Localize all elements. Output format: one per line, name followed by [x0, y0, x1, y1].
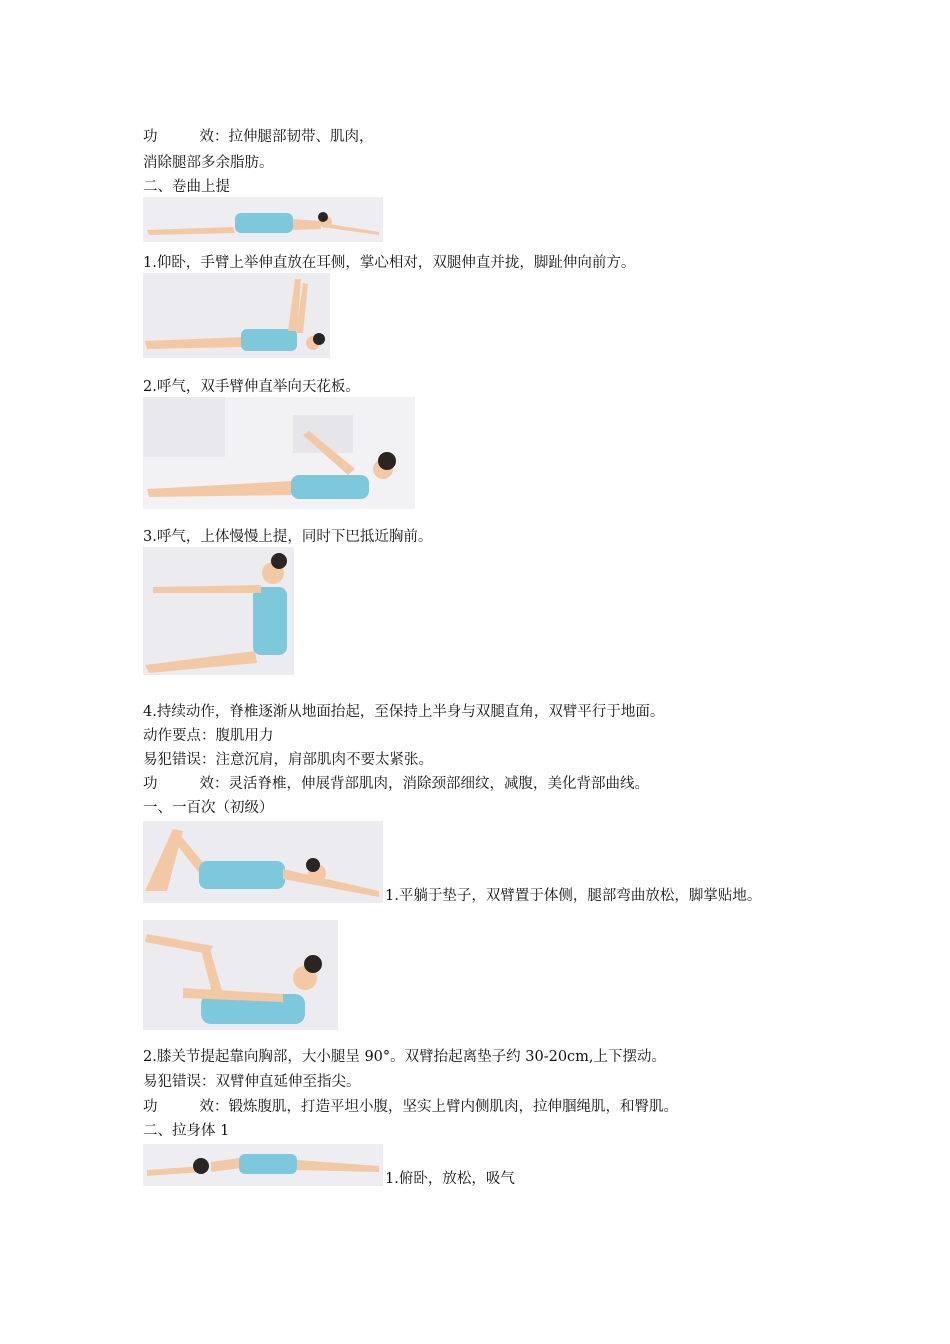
- benefit-text: 拉伸腿部韧带、肌肉，: [228, 129, 374, 145]
- benefit-label-suffix: 效：: [199, 776, 229, 792]
- benefit-label-suffix: 效：: [199, 1099, 229, 1115]
- exercise-photo-upper-lift: [143, 397, 415, 509]
- exercise-photo-sitting-right-angle: [143, 547, 294, 675]
- step-text: 4.持续动作，脊椎逐渐从地面抬起，至保持上半身与双腿直角，双臂平行于地面。: [143, 704, 665, 720]
- benefit-line: [143, 775, 649, 793]
- common-mistake-text: 易犯错误：注意沉肩，肩部肌肉不要太紧张。: [143, 752, 433, 768]
- benefit-text: 灵活脊椎，伸展背部肌肉，消除颈部细纹，减腹，美化背部曲线。: [228, 776, 649, 792]
- step-text: 1.俯卧，放松，吸气: [385, 1171, 515, 1187]
- text-line: 消除腿部多余脂肪。: [143, 155, 274, 171]
- benefit-text: 锻炼腹肌，打造平坦小腹，坚实上臂内侧肌肉，拉伸腘绳肌，和臀肌。: [228, 1099, 678, 1115]
- exercise-photo-prone: [143, 1144, 383, 1186]
- exercise-photo-lying-arms-overhead: [143, 197, 383, 242]
- key-point-text: 动作要点：腹肌用力: [143, 728, 274, 744]
- section-heading: 二、拉身体 1: [143, 1123, 230, 1139]
- benefit-label-suffix: 效：: [199, 129, 229, 145]
- section-heading: 一、一百次（初级）: [143, 800, 274, 816]
- step-text: 2.膝关节提起靠向胸部，大小腿呈 90°。双臂抬起离垫子约 30-20cm,上下摆动。: [143, 1049, 667, 1065]
- common-mistake-text: 易犯错误：双臂伸直延伸至指尖。: [143, 1074, 361, 1090]
- step-text: 1.仰卧，手臂上举伸直放在耳侧，掌心相对，双腿伸直并拢，脚趾伸向前方。: [143, 255, 636, 271]
- benefit-label: 功: [143, 776, 158, 792]
- benefit-label: 功: [143, 129, 158, 145]
- exercise-photo-knees-bent: [143, 821, 383, 903]
- exercise-photo-hundred: [143, 920, 338, 1030]
- benefit-line: [143, 1098, 678, 1116]
- benefit-label: 功: [143, 1099, 158, 1115]
- section-heading: 二、卷曲上提: [143, 179, 230, 195]
- step-text: 3.呼气，上体慢慢上提，同时下巴抵近胸前。: [143, 529, 433, 545]
- benefit-line: [143, 128, 374, 146]
- exercise-photo-arms-up: [143, 273, 330, 358]
- step-text: 2.呼气，双手臂伸直举向天花板。: [143, 379, 360, 395]
- step-text: 1.平躺于垫子，双臂置于体侧，腿部弯曲放松，脚掌贴地。: [385, 888, 762, 904]
